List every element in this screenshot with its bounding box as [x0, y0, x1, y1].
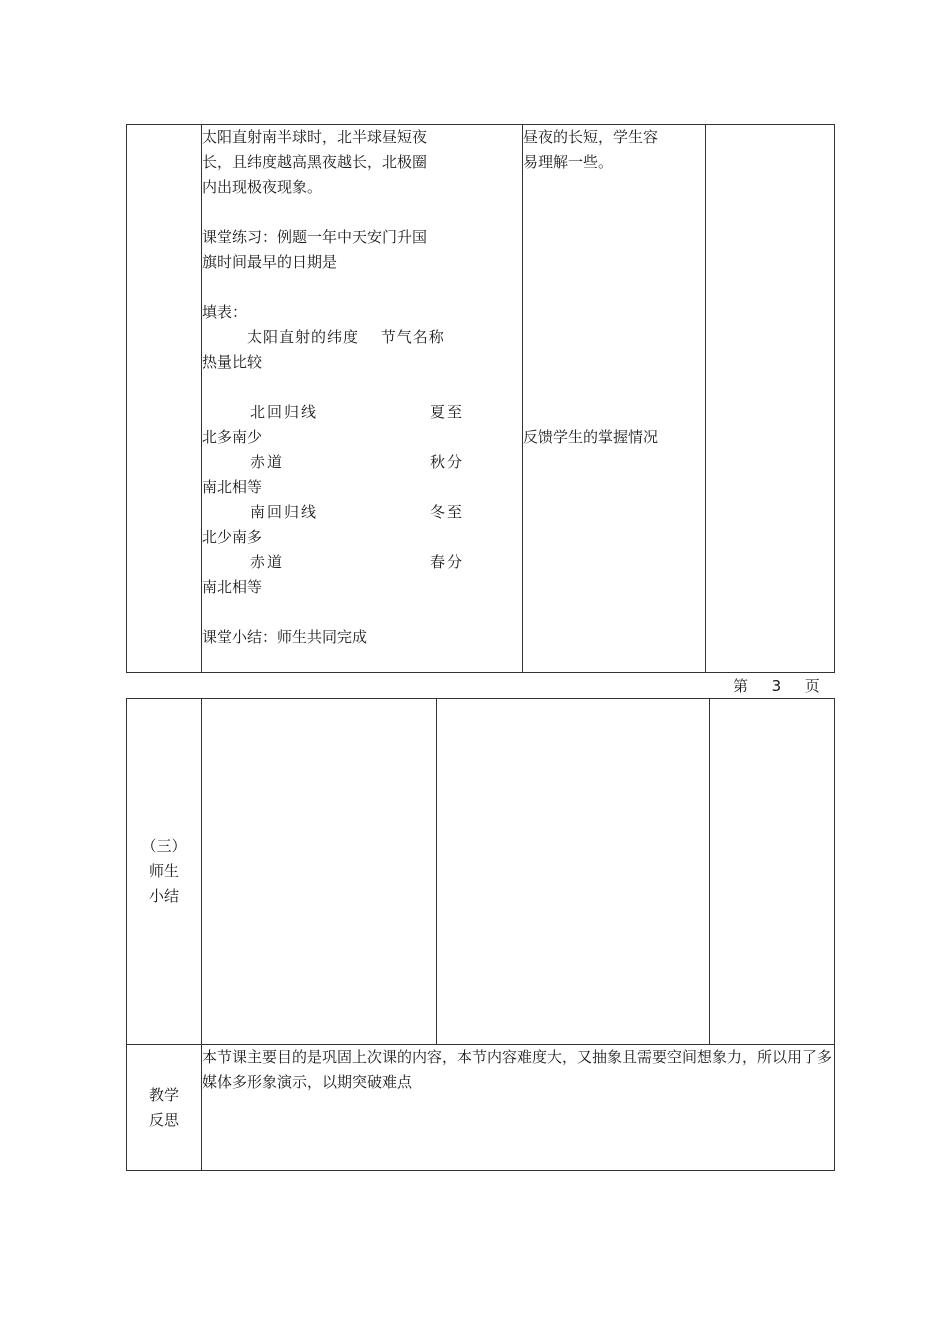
reflection-label-line: 教学 [148, 1085, 179, 1104]
row-term: 夏至 [430, 403, 465, 421]
reflection-text: 本节课主要目的是巩固上次课的内容，本节内容难度大，又抽象且需要空间想象力，所以用了多媒体多形象演示，以期突破难点 [202, 1045, 835, 1171]
summary-intent-empty [437, 699, 710, 1045]
fill-row [202, 550, 522, 575]
intro-line: 长，且纬度越高黑夜越长，北极圈 [202, 153, 428, 171]
fill-row [202, 500, 522, 525]
fill-row [202, 400, 522, 425]
note-line: 易理解一些。 [523, 153, 614, 171]
fill-label: 填表： [202, 303, 248, 321]
row-latitude: 南回归线 [250, 503, 319, 521]
row-heat: 南北相等 [202, 578, 263, 596]
row-heat: 北多南少 [202, 428, 263, 446]
fill-table-header-wrap: 热量比较 [202, 353, 263, 371]
summary-line: 课堂小结：师生共同完成 [202, 628, 368, 646]
lesson-table-summary [126, 698, 835, 1171]
section-label-line: 师生 [148, 862, 179, 880]
row-latitude: 赤道 [250, 553, 285, 571]
row-heat: 南北相等 [202, 478, 263, 496]
practice-line: 课堂练习：例题一年中天安门升国 [202, 228, 428, 246]
lesson-table-continued [126, 124, 835, 673]
fill-table-header: 太阳直射的纬度 节气名称 [247, 328, 445, 346]
teaching-content-cell [202, 125, 523, 673]
summary-content-empty [202, 699, 437, 1045]
practice-line: 旗时间最早的日期是 [202, 253, 338, 271]
page-suffix: 页 [804, 677, 820, 695]
row-latitude: 北回归线 [250, 403, 319, 421]
feedback-line: 反馈学生的掌握情况 [523, 428, 659, 446]
remarks-cell-empty [706, 125, 835, 673]
row-term: 秋分 [430, 453, 465, 471]
page-prefix: 第 [733, 677, 749, 695]
stage-cell-empty [127, 125, 202, 673]
summary-remarks-empty [710, 699, 835, 1045]
row-term: 春分 [430, 553, 465, 571]
section-label-line: （三） [141, 837, 187, 855]
note-line: 昼夜的长短，学生容 [523, 128, 659, 146]
reflection-label-cell [127, 1045, 202, 1171]
intro-line: 内出现极夜现象。 [202, 178, 323, 196]
fill-row [202, 450, 522, 475]
reflection-label-line: 反思 [148, 1110, 179, 1129]
row-heat: 北少南多 [202, 528, 263, 546]
page-number [733, 676, 820, 696]
row-term: 冬至 [430, 503, 465, 521]
section-label-cell [127, 699, 202, 1045]
page-number-value: 3 [771, 677, 782, 695]
section-label-line: 小结 [148, 887, 179, 905]
intro-line: 太阳直射南半球时，北半球昼短夜 [202, 128, 428, 146]
design-intent-cell [523, 125, 706, 673]
row-latitude: 赤道 [250, 453, 285, 471]
